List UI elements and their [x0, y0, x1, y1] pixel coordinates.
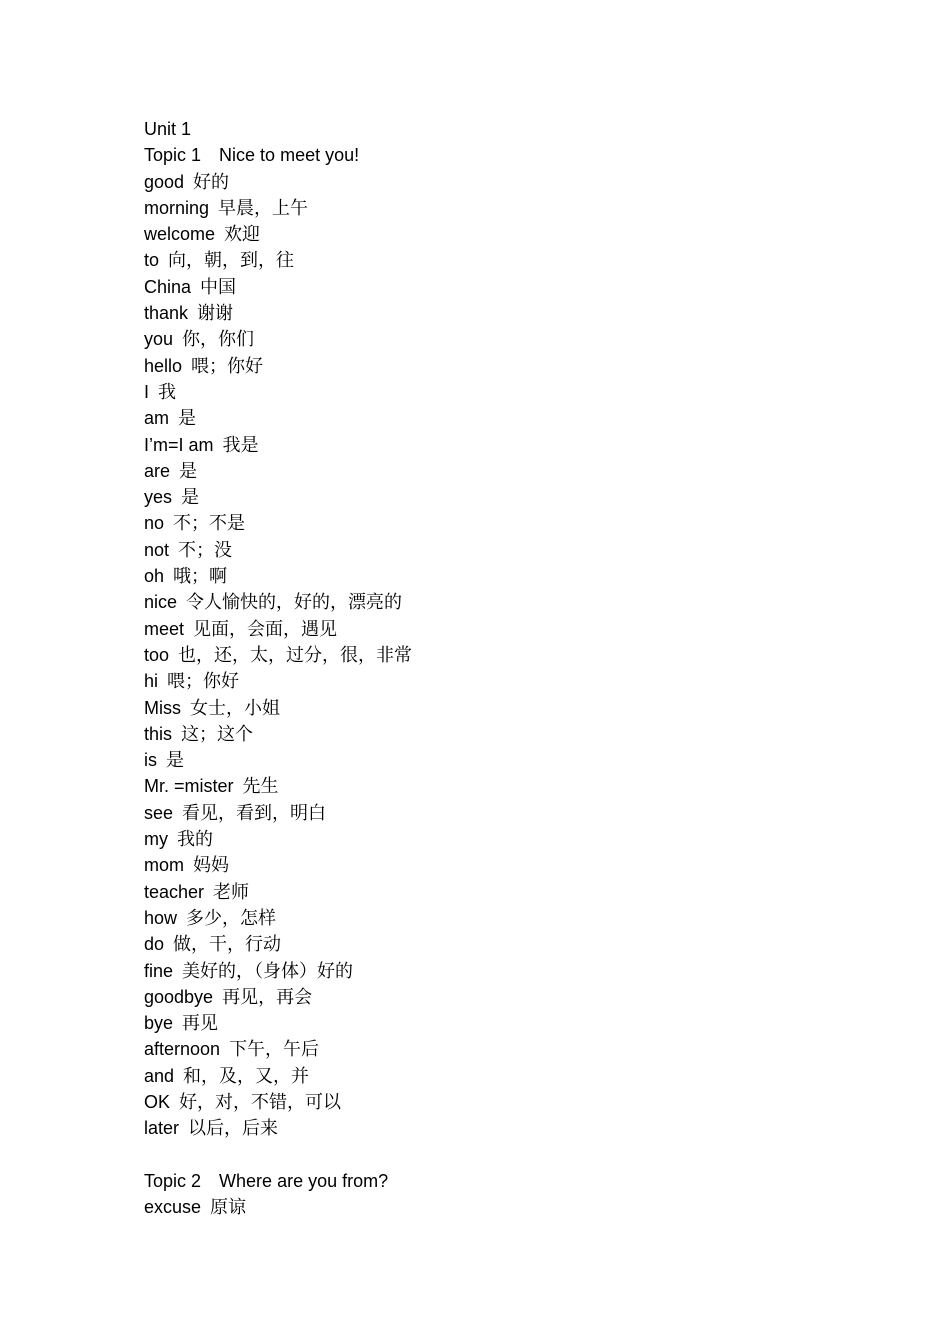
english-word: teacher: [144, 881, 205, 902]
section-gap: [144, 1142, 904, 1168]
english-word: nice: [144, 592, 178, 613]
chinese-meaning: 是: [179, 460, 198, 482]
chinese-meaning: 我的: [177, 829, 213, 851]
english-word: Miss: [144, 697, 181, 718]
chinese-meaning: 美好的，（身体）好的: [182, 960, 354, 982]
vocabulary-entry: [144, 379, 904, 405]
chinese-meaning: 是: [181, 487, 200, 509]
chinese-meaning: 中国: [200, 276, 237, 298]
vocabulary-entry: [144, 1115, 904, 1141]
english-word: hi: [144, 671, 159, 692]
english-word: my: [144, 829, 168, 850]
chinese-meaning: 哦；啊: [173, 566, 228, 588]
english-word: I’m=I am: [144, 434, 214, 455]
chinese-meaning: 欢迎: [224, 224, 261, 246]
chinese-meaning: 是: [166, 750, 184, 772]
english-word: not: [144, 539, 170, 560]
topic-name: Nice to meet you!: [219, 145, 360, 166]
vocabulary-entry: [144, 1194, 904, 1220]
vocabulary-entry: [144, 905, 904, 931]
chinese-meaning: 女士，小姐: [190, 697, 280, 719]
english-word: no: [144, 513, 165, 534]
english-word: I: [144, 381, 150, 402]
chinese-meaning: 向，朝，到，往: [168, 250, 295, 272]
chinese-meaning: 见面，会面，遇见: [193, 618, 338, 640]
chinese-meaning: 我是: [222, 434, 259, 456]
chinese-meaning: 老师: [213, 881, 250, 903]
vocabulary-entry: [144, 326, 904, 352]
vocabulary-list: [144, 1194, 904, 1220]
vocabulary-entry: [144, 353, 904, 379]
english-word: do: [144, 934, 165, 955]
chinese-meaning: 妈妈: [193, 855, 229, 877]
vocabulary-entry: [144, 195, 904, 221]
vocabulary-entry: [144, 721, 904, 747]
english-word: bye: [144, 1013, 174, 1034]
vocabulary-entry: [144, 432, 904, 458]
vocabulary-entry: [144, 589, 904, 615]
vocabulary-entry: [144, 510, 904, 536]
vocabulary-page: [144, 116, 904, 1220]
vocabulary-entry: [144, 1010, 904, 1036]
english-word: am: [144, 408, 170, 429]
english-word: mom: [144, 855, 184, 876]
english-word: too: [144, 644, 170, 665]
chinese-meaning: 先生: [242, 776, 279, 798]
vocabulary-entry: [144, 484, 904, 510]
english-word: China: [144, 276, 192, 297]
vocabulary-entry: [144, 1036, 904, 1062]
english-word: morning: [144, 197, 210, 218]
chinese-meaning: 看见，看到，明白: [182, 802, 327, 824]
english-word: how: [144, 907, 178, 928]
topic-name: Where are you from?: [219, 1170, 389, 1191]
chinese-meaning: 我: [158, 381, 177, 403]
english-word: this: [144, 723, 173, 744]
vocabulary-entry: [144, 1063, 904, 1089]
english-word: are: [144, 460, 171, 481]
chinese-meaning: 这；这个: [181, 723, 254, 745]
english-word: goodbye: [144, 986, 214, 1007]
vocabulary-entry: [144, 826, 904, 852]
chinese-meaning: 好，对，不错，可以: [179, 1091, 342, 1113]
chinese-meaning: 令人愉快的，好的，漂亮的: [186, 592, 403, 614]
english-word: is: [144, 750, 157, 771]
chinese-meaning: 早晨，上午: [218, 197, 309, 219]
vocabulary-entry: [144, 958, 904, 984]
vocabulary-entry: [144, 405, 904, 431]
vocabulary-entry: [144, 221, 904, 247]
vocabulary-entry: [144, 668, 904, 694]
vocabulary-entry: [144, 852, 904, 878]
vocabulary-entry: [144, 931, 904, 957]
vocabulary-entry: [144, 169, 904, 195]
english-word: welcome: [144, 224, 216, 245]
chinese-meaning: 喂；你好: [191, 355, 264, 377]
topic-label: Topic 2: [144, 1170, 202, 1191]
unit-title: Unit 1: [144, 119, 192, 139]
vocabulary-entry: [144, 800, 904, 826]
chinese-meaning: 不；没: [178, 539, 233, 561]
vocabulary-entry: [144, 984, 904, 1010]
english-word: afternoon: [144, 1039, 221, 1060]
english-word: oh: [144, 566, 165, 587]
chinese-meaning: 也，还，太，过分，很，非常: [178, 644, 413, 666]
vocabulary-entry: [144, 695, 904, 721]
vocabulary-entry: [144, 642, 904, 668]
vocabulary-entry: [144, 747, 904, 773]
vocabulary-entry: [144, 458, 904, 484]
english-word: thank: [144, 303, 189, 324]
english-word: fine: [144, 960, 174, 981]
english-word: hello: [144, 355, 183, 376]
english-word: OK: [144, 1091, 171, 1112]
topic-heading: [144, 142, 904, 168]
chinese-meaning: 原谅: [210, 1197, 247, 1219]
chinese-meaning: 和，及，又，并: [183, 1065, 310, 1087]
chinese-meaning: 好的: [193, 171, 230, 193]
vocabulary-entry: [144, 300, 904, 326]
chinese-meaning: 多少，怎样: [186, 907, 277, 929]
vocabulary-entry: [144, 616, 904, 642]
topic-heading: [144, 1168, 904, 1194]
chinese-meaning: 做，干，行动: [173, 934, 282, 956]
chinese-meaning: 再见，再会: [222, 986, 313, 1008]
english-word: meet: [144, 618, 185, 639]
chinese-meaning: 再见: [182, 1013, 219, 1035]
chinese-meaning: 是: [178, 408, 197, 430]
english-word: and: [144, 1065, 175, 1086]
vocabulary-entry: [144, 563, 904, 589]
topic-label: Topic 1: [144, 145, 202, 166]
vocabulary-entry: [144, 537, 904, 563]
chinese-meaning: 不；不是: [173, 513, 246, 535]
chinese-meaning: 喂；你好: [167, 671, 240, 693]
english-word: Mr. =mister: [144, 776, 234, 797]
vocabulary-entry: [144, 773, 904, 799]
vocabulary-list: [144, 169, 904, 1142]
english-word: good: [144, 171, 185, 192]
english-word: you: [144, 329, 174, 350]
chinese-meaning: 以后，后来: [188, 1118, 279, 1140]
english-word: yes: [144, 487, 173, 508]
english-word: to: [144, 250, 160, 271]
english-word: see: [144, 802, 174, 823]
chinese-meaning: 谢谢: [197, 303, 234, 325]
english-word: excuse: [144, 1197, 202, 1218]
vocabulary-entry: [144, 274, 904, 300]
english-word: later: [144, 1118, 180, 1139]
chinese-meaning: 你，你们: [182, 329, 255, 351]
vocabulary-entry: [144, 879, 904, 905]
vocabulary-entry: [144, 1089, 904, 1115]
vocabulary-entry: [144, 247, 904, 273]
chinese-meaning: 下午，午后: [229, 1039, 320, 1061]
